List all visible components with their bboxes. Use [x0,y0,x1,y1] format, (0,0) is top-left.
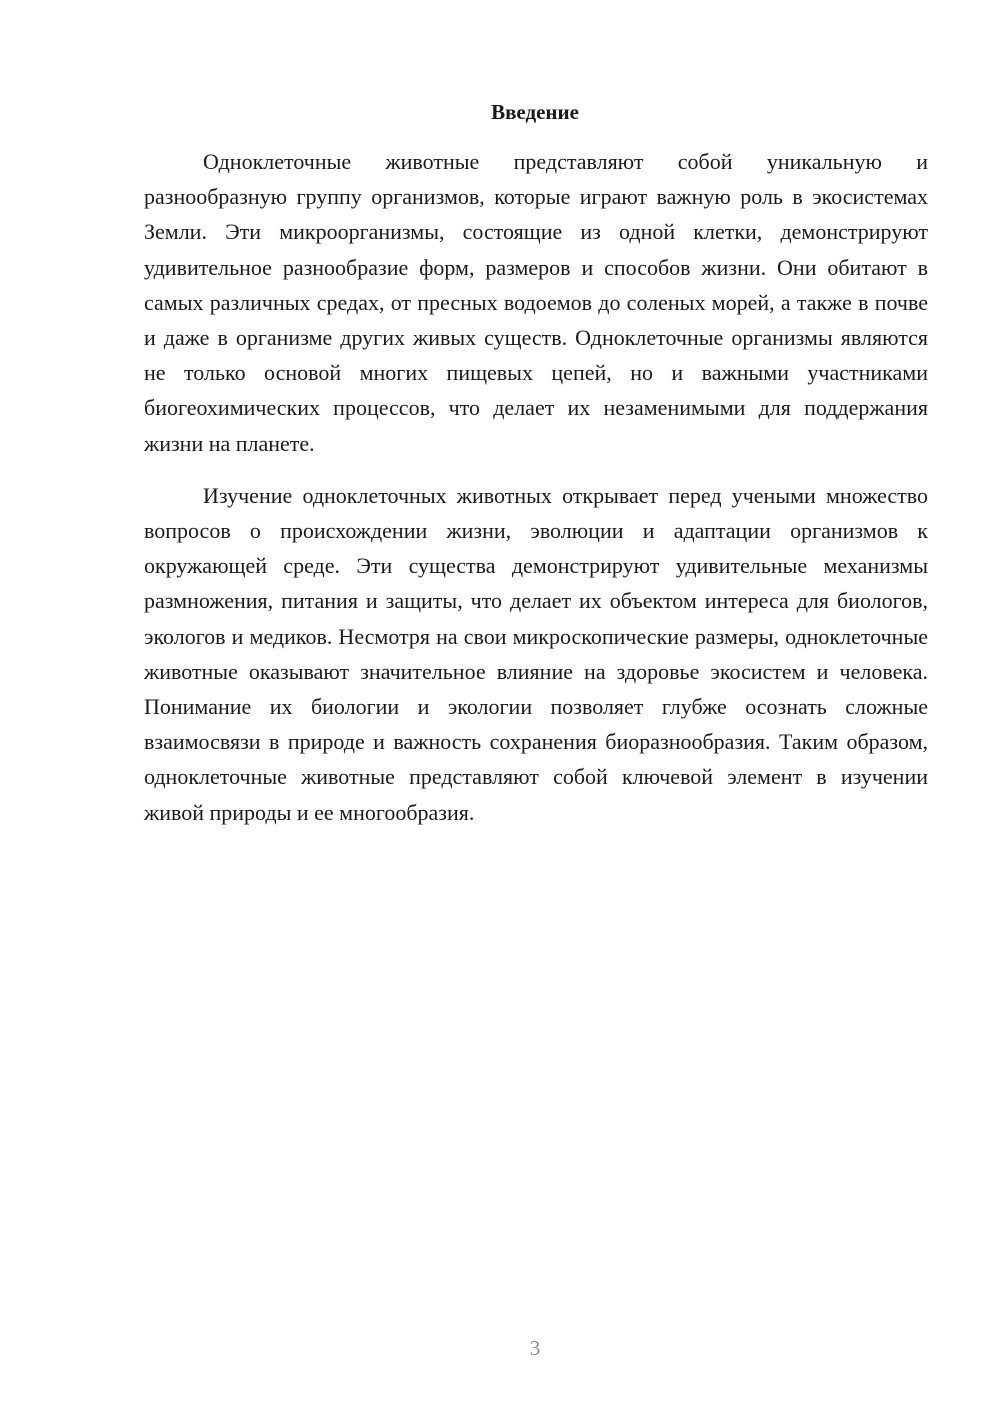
paragraph-2: Изучение одноклеточных животных открывает перед учеными множество вопросов о происхождении жизни, эволюции и адаптации организмов к окружающей среде. Эти существа демонстрируют удивительные механизмы размножения, питания и защиты, что делает их объектом интереса для биологов, экологов и медиков. Несмотря на свои микроскопические размеры, одноклеточные животные оказывают значительное влияние на здоровье экосистем и человека. Понимание их биологии и экологии позволяет глубже осознать сложные взаимосвязи в природе и важность сохранения биоразнообразия. Таким образом, одноклеточные животные представляют собой ключевой элемент в изучении живой природы и ее многообразия. [144,482,928,825]
page-number: 3 [529,1336,541,1360]
section-heading: Введение [491,100,579,124]
paragraph-1: Одноклеточные животные представляют собой уникальную и разнообразную группу организмов, которые играют важную роль в экосистемах Земли. Эти микроорганизмы, состоящие из одной клетки, демонстрируют удивительное разнообразие форм, размеров и способов жизни. Они обитают в самых различных средах, от пресных водоемов до соленых морей, а также в почве и даже в организме других живых существ. Одноклеточные организмы являются не только основой многих пищевых цепей, но и важными участниками биогеохимических процессов, что делает их незаменимыми для поддержания жизни на планете. [144,149,928,456]
body-text [144,144,928,830]
